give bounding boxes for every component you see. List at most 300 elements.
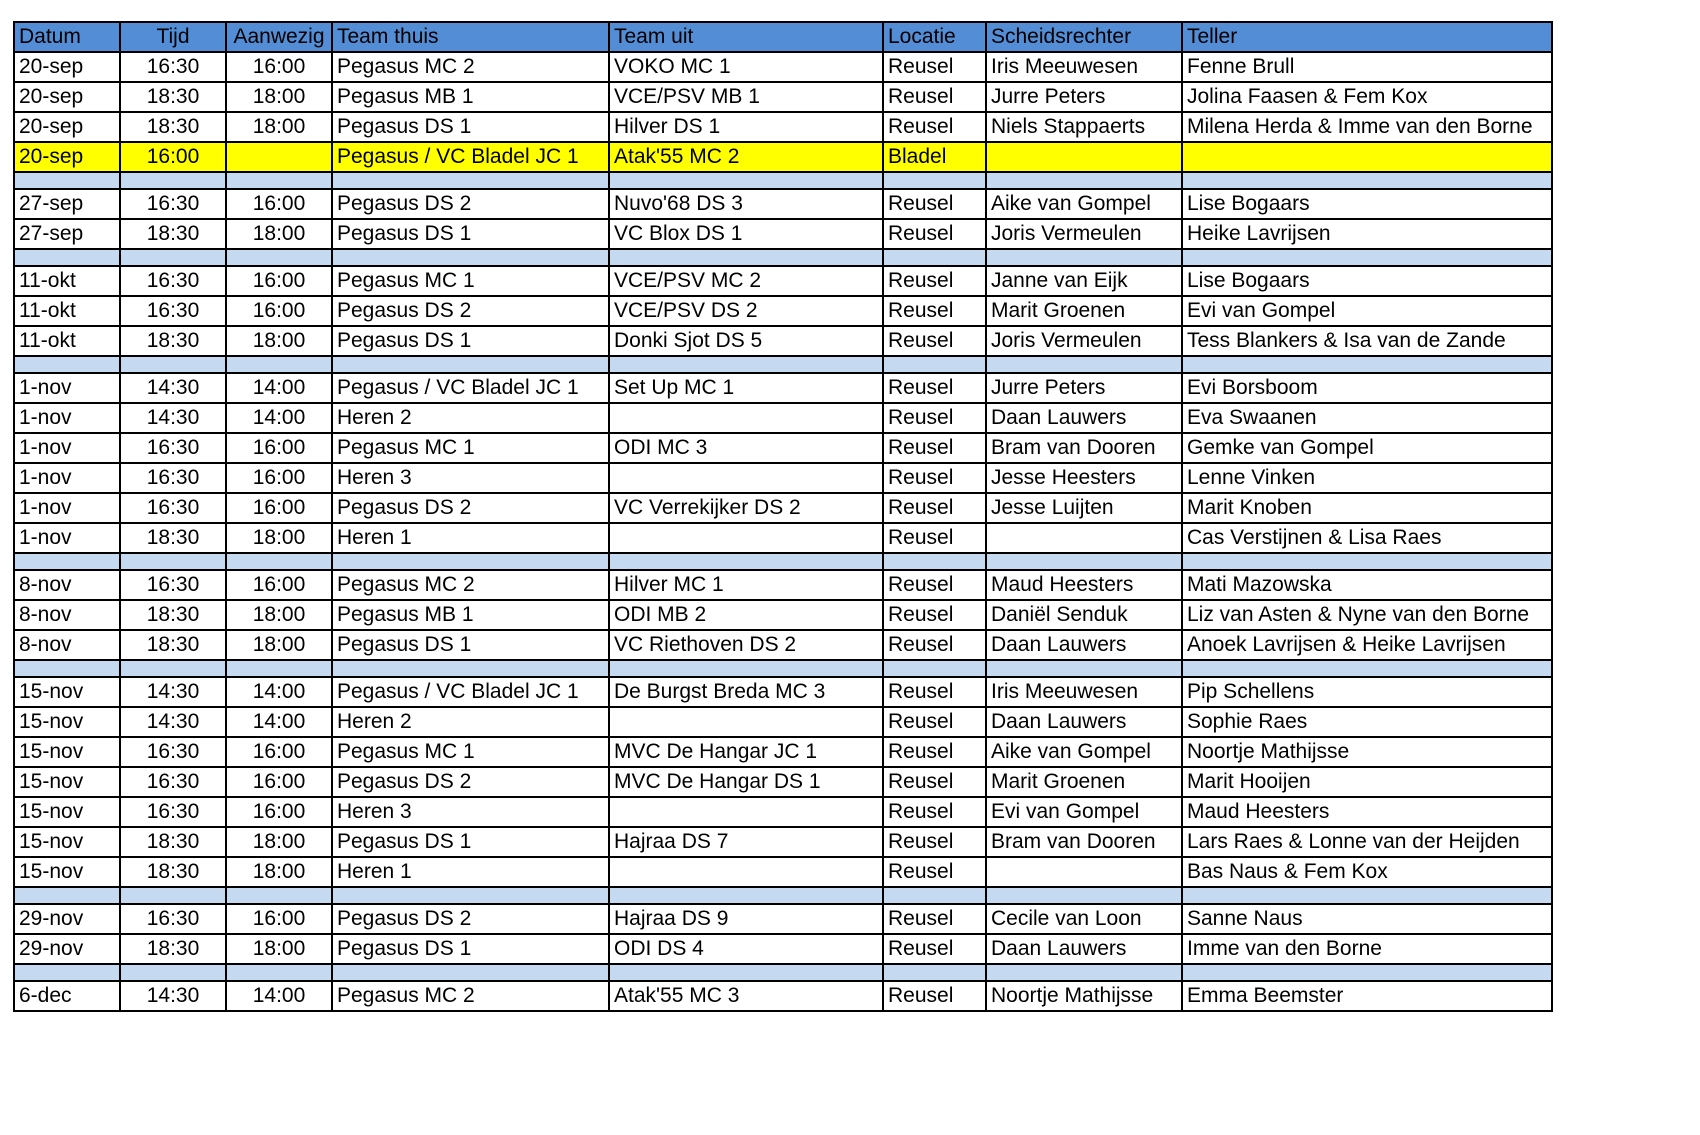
scheidsrechter-cell[interactable]: Iris Meeuwesen [986,677,1182,707]
scheidsrechter-cell[interactable]: Joris Vermeulen [986,219,1182,249]
locatie-cell[interactable]: Reusel [883,82,986,112]
spacer-cell[interactable] [332,887,609,904]
datum-cell[interactable]: 1-nov [14,403,120,433]
tijd-cell[interactable]: 14:30 [120,373,226,403]
datum-cell[interactable]: 1-nov [14,493,120,523]
datum-cell[interactable]: 11-okt [14,266,120,296]
teller-cell[interactable]: Gemke van Gompel [1182,433,1552,463]
aanwezig-cell[interactable]: 16:00 [226,296,332,326]
team-thuis-cell[interactable]: Pegasus MC 2 [332,981,609,1011]
locatie-cell[interactable]: Reusel [883,797,986,827]
spacer-cell[interactable] [883,553,986,570]
locatie-cell[interactable]: Reusel [883,827,986,857]
tijd-cell[interactable]: 14:30 [120,981,226,1011]
tijd-cell[interactable]: 16:30 [120,737,226,767]
team-uit-cell[interactable]: Hilver MC 1 [609,570,883,600]
header-locatie[interactable]: Locatie [883,22,986,52]
team-thuis-cell[interactable]: Pegasus DS 2 [332,296,609,326]
datum-cell[interactable]: 8-nov [14,630,120,660]
spacer-cell[interactable] [226,887,332,904]
scheidsrechter-cell[interactable] [986,142,1182,172]
scheidsrechter-cell[interactable]: Daniël Senduk [986,600,1182,630]
tijd-cell[interactable]: 16:30 [120,493,226,523]
scheidsrechter-cell[interactable]: Niels Stappaerts [986,112,1182,142]
spacer-cell[interactable] [120,660,226,677]
aanwezig-cell[interactable]: 14:00 [226,981,332,1011]
spacer-cell[interactable] [1182,553,1552,570]
aanwezig-cell[interactable]: 14:00 [226,403,332,433]
scheidsrechter-cell[interactable]: Jesse Luijten [986,493,1182,523]
spacer-cell[interactable] [609,249,883,266]
datum-cell[interactable]: 1-nov [14,433,120,463]
tijd-cell[interactable]: 18:30 [120,630,226,660]
teller-cell[interactable]: Fenne Brull [1182,52,1552,82]
spacer-row [14,964,1552,981]
teller-cell[interactable]: Marit Knoben [1182,493,1552,523]
spacer-cell[interactable] [609,356,883,373]
locatie-cell[interactable]: Reusel [883,373,986,403]
datum-cell[interactable]: 1-nov [14,373,120,403]
team-thuis-cell[interactable]: Pegasus MC 2 [332,52,609,82]
locatie-cell[interactable]: Reusel [883,463,986,493]
team-uit-cell[interactable]: ODI MB 2 [609,600,883,630]
spacer-cell[interactable] [226,660,332,677]
scheidsrechter-cell[interactable]: Daan Lauwers [986,934,1182,964]
aanwezig-cell[interactable]: 16:00 [226,433,332,463]
teller-cell[interactable]: Cas Verstijnen & Lisa Raes [1182,523,1552,553]
team-uit-cell[interactable]: Set Up MC 1 [609,373,883,403]
scheidsrechter-cell[interactable] [986,857,1182,887]
teller-cell[interactable]: Anoek Lavrijsen & Heike Lavrijsen [1182,630,1552,660]
spacer-cell[interactable] [1182,964,1552,981]
team-uit-cell[interactable]: VC Verrekijker DS 2 [609,493,883,523]
tijd-cell[interactable]: 16:30 [120,266,226,296]
team-uit-cell[interactable] [609,797,883,827]
team-thuis-cell[interactable]: Pegasus MC 1 [332,266,609,296]
aanwezig-cell[interactable]: 14:00 [226,707,332,737]
team-uit-cell[interactable]: ODI MC 3 [609,433,883,463]
teller-cell[interactable]: Sophie Raes [1182,707,1552,737]
aanwezig-cell[interactable]: 16:00 [226,767,332,797]
aanwezig-cell[interactable]: 18:00 [226,326,332,356]
locatie-cell[interactable]: Reusel [883,296,986,326]
spacer-cell[interactable] [1182,660,1552,677]
scheidsrechter-cell[interactable]: Jesse Heesters [986,463,1182,493]
scheidsrechter-cell[interactable]: Janne van Eijk [986,266,1182,296]
schedule-table [13,21,1553,1012]
header-teller[interactable]: Teller [1182,22,1552,52]
spacer-cell[interactable] [609,887,883,904]
teller-cell[interactable]: Heike Lavrijsen [1182,219,1552,249]
team-thuis-cell[interactable]: Pegasus DS 2 [332,493,609,523]
datum-cell[interactable]: 29-nov [14,934,120,964]
team-thuis-cell[interactable]: Pegasus MC 2 [332,570,609,600]
header-scheidsrechter[interactable]: Scheidsrechter [986,22,1182,52]
scheidsrechter-cell[interactable]: Bram van Dooren [986,827,1182,857]
aanwezig-cell[interactable]: 16:00 [226,570,332,600]
scheidsrechter-cell[interactable]: Marit Groenen [986,296,1182,326]
table-row [14,373,1552,403]
datum-cell[interactable]: 20-sep [14,142,120,172]
team-uit-cell[interactable]: VC Riethoven DS 2 [609,630,883,660]
aanwezig-cell[interactable]: 16:00 [226,189,332,219]
tijd-cell[interactable]: 14:30 [120,707,226,737]
table-row [14,82,1552,112]
team-thuis-cell[interactable]: Heren 3 [332,797,609,827]
teller-cell[interactable]: Maud Heesters [1182,797,1552,827]
datum-cell[interactable]: 11-okt [14,326,120,356]
tijd-cell[interactable]: 16:30 [120,904,226,934]
aanwezig-cell[interactable]: 16:00 [226,493,332,523]
spacer-cell[interactable] [226,964,332,981]
team-thuis-cell[interactable]: Pegasus MC 1 [332,433,609,463]
team-uit-cell[interactable]: VCE/PSV MB 1 [609,82,883,112]
spacer-cell[interactable] [883,356,986,373]
datum-cell[interactable]: 1-nov [14,523,120,553]
scheidsrechter-cell[interactable]: Iris Meeuwesen [986,52,1182,82]
spacer-cell[interactable] [14,964,120,981]
team-uit-cell[interactable]: Hajraa DS 7 [609,827,883,857]
tijd-cell[interactable]: 16:00 [120,142,226,172]
locatie-cell[interactable]: Bladel [883,142,986,172]
locatie-cell[interactable]: Reusel [883,857,986,887]
locatie-cell[interactable]: Reusel [883,112,986,142]
scheidsrechter-cell[interactable]: Joris Vermeulen [986,326,1182,356]
table-row [14,403,1552,433]
datum-cell[interactable]: 15-nov [14,767,120,797]
teller-cell[interactable]: Eva Swaanen [1182,403,1552,433]
locatie-cell[interactable]: Reusel [883,403,986,433]
locatie-cell[interactable]: Reusel [883,600,986,630]
team-uit-cell[interactable]: Atak'55 MC 2 [609,142,883,172]
spacer-cell[interactable] [883,964,986,981]
teller-cell[interactable]: Mati Mazowska [1182,570,1552,600]
team-thuis-cell[interactable]: Pegasus DS 2 [332,767,609,797]
tijd-cell[interactable]: 18:30 [120,112,226,142]
team-uit-cell[interactable] [609,857,883,887]
team-thuis-cell[interactable]: Pegasus / VC Bladel JC 1 [332,373,609,403]
scheidsrechter-cell[interactable]: Marit Groenen [986,767,1182,797]
team-thuis-cell[interactable]: Pegasus / VC Bladel JC 1 [332,677,609,707]
locatie-cell[interactable]: Reusel [883,934,986,964]
header-team-uit[interactable]: Team uit [609,22,883,52]
team-thuis-cell[interactable]: Pegasus DS 1 [332,630,609,660]
scheidsrechter-cell[interactable]: Maud Heesters [986,570,1182,600]
teller-cell[interactable]: Evi Borsboom [1182,373,1552,403]
header-team-thuis[interactable]: Team thuis [332,22,609,52]
scheidsrechter-cell[interactable]: Daan Lauwers [986,630,1182,660]
datum-cell[interactable]: 15-nov [14,797,120,827]
spacer-cell[interactable] [1182,172,1552,189]
tijd-cell[interactable]: 16:30 [120,189,226,219]
locatie-cell[interactable]: Reusel [883,904,986,934]
spacer-cell[interactable] [14,553,120,570]
team-uit-cell[interactable]: De Burgst Breda MC 3 [609,677,883,707]
spacer-cell[interactable] [226,249,332,266]
tijd-cell[interactable]: 18:30 [120,827,226,857]
aanwezig-cell[interactable]: 16:00 [226,797,332,827]
tijd-cell[interactable]: 16:30 [120,296,226,326]
locatie-cell[interactable]: Reusel [883,266,986,296]
team-uit-cell[interactable] [609,463,883,493]
spacer-cell[interactable] [986,660,1182,677]
spacer-cell[interactable] [332,172,609,189]
tijd-cell[interactable]: 18:30 [120,82,226,112]
teller-cell[interactable]: Lise Bogaars [1182,266,1552,296]
spacer-cell[interactable] [120,887,226,904]
datum-cell[interactable]: 1-nov [14,463,120,493]
datum-cell[interactable]: 15-nov [14,677,120,707]
team-thuis-cell[interactable]: Pegasus MB 1 [332,600,609,630]
datum-cell[interactable]: 15-nov [14,827,120,857]
teller-cell[interactable]: Pip Schellens [1182,677,1552,707]
team-thuis-cell[interactable]: Pegasus DS 1 [332,219,609,249]
spacer-row [14,249,1552,266]
scheidsrechter-cell[interactable]: Bram van Dooren [986,433,1182,463]
tijd-cell[interactable]: 18:30 [120,523,226,553]
table-row [14,433,1552,463]
teller-cell[interactable]: Tess Blankers & Isa van de Zande [1182,326,1552,356]
spacer-cell[interactable] [14,172,120,189]
teller-cell[interactable]: Imme van den Borne [1182,934,1552,964]
aanwezig-cell[interactable]: 16:00 [226,266,332,296]
spacer-cell[interactable] [120,249,226,266]
spacer-cell[interactable] [883,887,986,904]
datum-cell[interactable]: 20-sep [14,52,120,82]
teller-cell[interactable]: Sanne Naus [1182,904,1552,934]
aanwezig-cell[interactable]: 18:00 [226,934,332,964]
teller-cell[interactable]: Noortje Mathijsse [1182,737,1552,767]
team-thuis-cell[interactable]: Heren 3 [332,463,609,493]
spacer-cell[interactable] [986,356,1182,373]
datum-cell[interactable]: 20-sep [14,82,120,112]
locatie-cell[interactable]: Reusel [883,189,986,219]
datum-cell[interactable]: 15-nov [14,737,120,767]
spacer-cell[interactable] [609,964,883,981]
datum-cell[interactable]: 15-nov [14,857,120,887]
scheidsrechter-cell[interactable]: Daan Lauwers [986,707,1182,737]
locatie-cell[interactable]: Reusel [883,523,986,553]
teller-cell[interactable]: Bas Naus & Fem Kox [1182,857,1552,887]
team-thuis-cell[interactable]: Pegasus DS 1 [332,326,609,356]
team-uit-cell[interactable]: Donki Sjot DS 5 [609,326,883,356]
datum-cell[interactable]: 8-nov [14,570,120,600]
aanwezig-cell[interactable]: 18:00 [226,857,332,887]
spacer-cell[interactable] [226,553,332,570]
teller-cell[interactable]: Jolina Faasen & Fem Kox [1182,82,1552,112]
tijd-cell[interactable]: 18:30 [120,857,226,887]
team-thuis-cell[interactable]: Pegasus MC 1 [332,737,609,767]
team-thuis-cell[interactable]: Pegasus DS 2 [332,904,609,934]
scheidsrechter-cell[interactable]: Aike van Gompel [986,189,1182,219]
teller-cell[interactable]: Evi van Gompel [1182,296,1552,326]
table-row [14,857,1552,887]
spacer-cell[interactable] [1182,249,1552,266]
teller-cell[interactable]: Lars Raes & Lonne van der Heijden [1182,827,1552,857]
tijd-cell[interactable]: 16:30 [120,433,226,463]
spacer-cell[interactable] [14,660,120,677]
locatie-cell[interactable]: Reusel [883,767,986,797]
team-uit-cell[interactable]: VC Blox DS 1 [609,219,883,249]
aanwezig-cell[interactable]: 16:00 [226,737,332,767]
teller-cell[interactable]: Milena Herda & Imme van den Borne [1182,112,1552,142]
teller-cell[interactable] [1182,142,1552,172]
spacer-cell[interactable] [120,356,226,373]
table-row [14,630,1552,660]
datum-cell[interactable]: 29-nov [14,904,120,934]
spacer-cell[interactable] [986,887,1182,904]
scheidsrechter-cell[interactable] [986,523,1182,553]
aanwezig-cell[interactable]: 18:00 [226,827,332,857]
teller-cell[interactable]: Lise Bogaars [1182,189,1552,219]
spacer-cell[interactable] [883,172,986,189]
team-uit-cell[interactable]: Hilver DS 1 [609,112,883,142]
spacer-cell[interactable] [883,249,986,266]
aanwezig-cell[interactable]: 18:00 [226,630,332,660]
locatie-cell[interactable]: Reusel [883,677,986,707]
team-uit-cell[interactable] [609,707,883,737]
team-thuis-cell[interactable]: Pegasus MB 1 [332,82,609,112]
datum-cell[interactable]: 6-dec [14,981,120,1011]
spacer-cell[interactable] [14,249,120,266]
spacer-cell[interactable] [14,356,120,373]
aanwezig-cell[interactable]: 14:00 [226,677,332,707]
datum-cell[interactable]: 20-sep [14,112,120,142]
scheidsrechter-cell[interactable]: Noortje Mathijsse [986,981,1182,1011]
team-thuis-cell[interactable]: Heren 1 [332,857,609,887]
locatie-cell[interactable]: Reusel [883,570,986,600]
tijd-cell[interactable]: 18:30 [120,934,226,964]
locatie-cell[interactable]: Reusel [883,326,986,356]
aanwezig-cell[interactable] [226,142,332,172]
team-uit-cell[interactable]: Hajraa DS 9 [609,904,883,934]
teller-cell[interactable]: Emma Beemster [1182,981,1552,1011]
team-thuis-cell[interactable]: Pegasus DS 1 [332,827,609,857]
team-uit-cell[interactable]: VOKO MC 1 [609,52,883,82]
team-uit-cell[interactable] [609,523,883,553]
team-thuis-cell[interactable]: Heren 2 [332,707,609,737]
aanwezig-cell[interactable]: 18:00 [226,82,332,112]
aanwezig-cell[interactable]: 18:00 [226,600,332,630]
locatie-cell[interactable]: Reusel [883,52,986,82]
team-uit-cell[interactable]: VCE/PSV DS 2 [609,296,883,326]
spacer-cell[interactable] [609,660,883,677]
tijd-cell[interactable]: 16:30 [120,52,226,82]
spacer-cell[interactable] [332,356,609,373]
tijd-cell[interactable]: 18:30 [120,219,226,249]
tijd-cell[interactable]: 18:30 [120,326,226,356]
spacer-cell[interactable] [1182,356,1552,373]
spacer-cell[interactable] [120,172,226,189]
team-uit-cell[interactable]: ODI DS 4 [609,934,883,964]
spacer-cell[interactable] [1182,887,1552,904]
table-row [14,523,1552,553]
datum-cell[interactable]: 27-sep [14,189,120,219]
aanwezig-cell[interactable]: 16:00 [226,904,332,934]
aanwezig-cell[interactable]: 16:00 [226,52,332,82]
datum-cell[interactable]: 27-sep [14,219,120,249]
team-thuis-cell[interactable]: Pegasus DS 1 [332,112,609,142]
team-thuis-cell[interactable]: Pegasus DS 1 [332,934,609,964]
datum-cell[interactable]: 8-nov [14,600,120,630]
spacer-cell[interactable] [14,887,120,904]
spacer-cell[interactable] [986,964,1182,981]
team-thuis-cell[interactable]: Heren 2 [332,403,609,433]
locatie-cell[interactable]: Reusel [883,630,986,660]
locatie-cell[interactable]: Reusel [883,737,986,767]
scheidsrechter-cell[interactable]: Aike van Gompel [986,737,1182,767]
datum-cell[interactable]: 15-nov [14,707,120,737]
tijd-cell[interactable]: 16:30 [120,797,226,827]
header-tijd[interactable]: Tijd [120,22,226,52]
spacer-cell[interactable] [883,660,986,677]
aanwezig-cell[interactable]: 18:00 [226,523,332,553]
tijd-cell[interactable]: 14:30 [120,677,226,707]
teller-cell[interactable]: Lenne Vinken [1182,463,1552,493]
spacer-cell[interactable] [120,553,226,570]
spacer-cell[interactable] [609,172,883,189]
locatie-cell[interactable]: Reusel [883,707,986,737]
team-thuis-cell[interactable]: Pegasus / VC Bladel JC 1 [332,142,609,172]
tijd-cell[interactable]: 14:30 [120,403,226,433]
header-aanwezig[interactable]: Aanwezig [226,22,332,52]
scheidsrechter-cell[interactable]: Daan Lauwers [986,403,1182,433]
scheidsrechter-cell[interactable]: Jurre Peters [986,373,1182,403]
team-thuis-cell[interactable]: Pegasus DS 2 [332,189,609,219]
team-uit-cell[interactable]: Nuvo'68 DS 3 [609,189,883,219]
spacer-cell[interactable] [226,356,332,373]
spacer-cell[interactable] [986,553,1182,570]
spacer-cell[interactable] [332,249,609,266]
spacer-cell[interactable] [226,172,332,189]
tijd-cell[interactable]: 18:30 [120,600,226,630]
spacer-cell[interactable] [332,553,609,570]
team-thuis-cell[interactable]: Heren 1 [332,523,609,553]
tijd-cell[interactable]: 16:30 [120,767,226,797]
team-uit-cell[interactable]: MVC De Hangar JC 1 [609,737,883,767]
aanwezig-cell[interactable]: 16:00 [226,463,332,493]
spacer-cell[interactable] [332,660,609,677]
spacer-cell[interactable] [609,553,883,570]
spacer-row [14,887,1552,904]
locatie-cell[interactable]: Reusel [883,493,986,523]
aanwezig-cell[interactable]: 18:00 [226,219,332,249]
spacer-cell[interactable] [986,172,1182,189]
locatie-cell[interactable]: Reusel [883,981,986,1011]
scheidsrechter-cell[interactable]: Jurre Peters [986,82,1182,112]
datum-cell[interactable]: 11-okt [14,296,120,326]
scheidsrechter-cell[interactable]: Cecile van Loon [986,904,1182,934]
scheidsrechter-cell[interactable]: Evi van Gompel [986,797,1182,827]
aanwezig-cell[interactable]: 18:00 [226,112,332,142]
spacer-cell[interactable] [986,249,1182,266]
teller-cell[interactable]: Marit Hooijen [1182,767,1552,797]
team-uit-cell[interactable]: VCE/PSV MC 2 [609,266,883,296]
team-uit-cell[interactable]: MVC De Hangar DS 1 [609,767,883,797]
teller-cell[interactable]: Liz van Asten & Nyne van den Borne [1182,600,1552,630]
team-uit-cell[interactable] [609,403,883,433]
spacer-cell[interactable] [332,964,609,981]
tijd-cell[interactable]: 16:30 [120,463,226,493]
spacer-cell[interactable] [120,964,226,981]
table-row [14,767,1552,797]
aanwezig-cell[interactable]: 14:00 [226,373,332,403]
locatie-cell[interactable]: Reusel [883,433,986,463]
locatie-cell[interactable]: Reusel [883,219,986,249]
header-datum[interactable]: Datum [14,22,120,52]
tijd-cell[interactable]: 16:30 [120,570,226,600]
team-uit-cell[interactable]: Atak'55 MC 3 [609,981,883,1011]
